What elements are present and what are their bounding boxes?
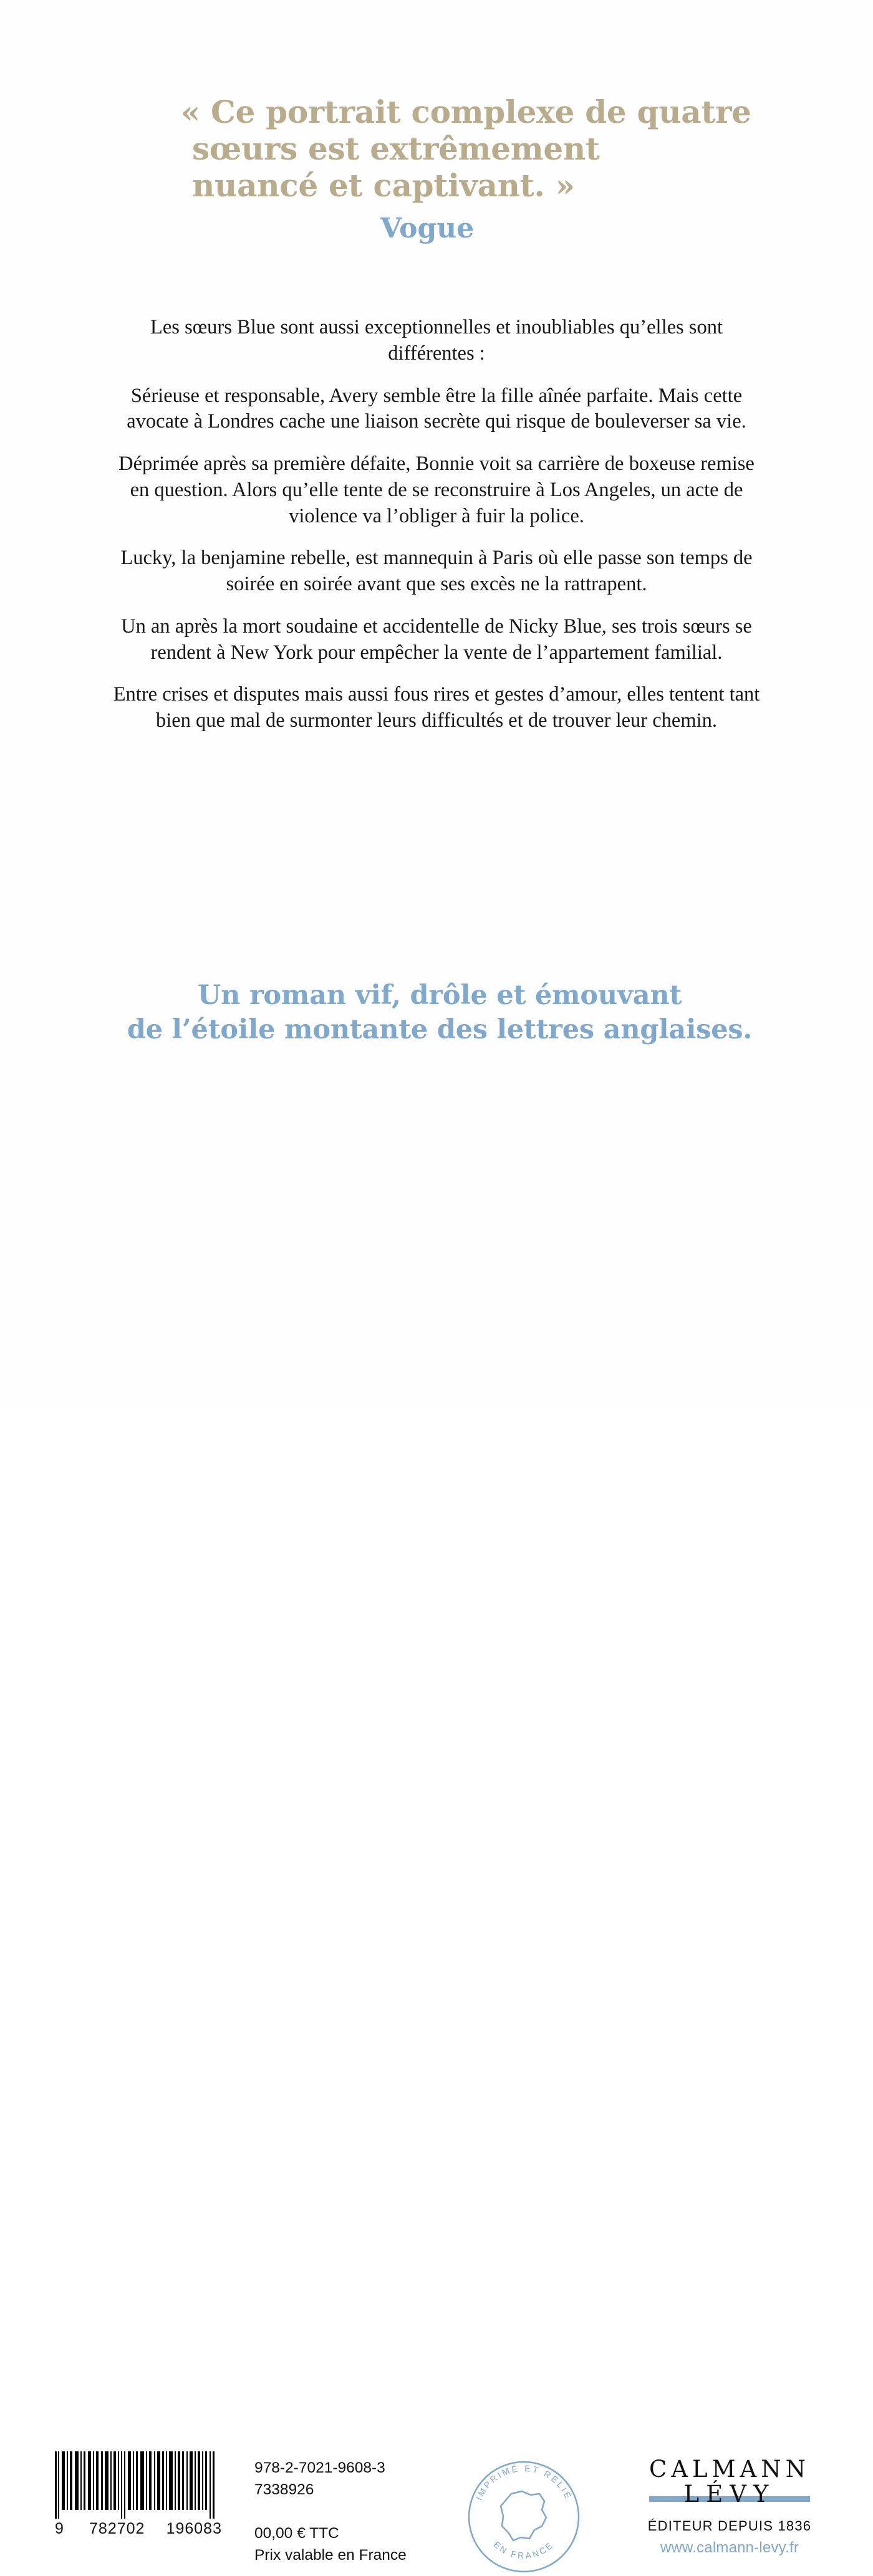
quote-line-2: sœurs est extrêmement — [192, 130, 600, 167]
stamp-top-text: IMPRIMÉ ET RELIÉ — [473, 2463, 574, 2502]
price-note: Prix valable en France — [254, 2546, 407, 2564]
stamp-bottom-text: EN FRANCE — [491, 2539, 556, 2561]
quote-line-1: « Ce portrait complexe de quatre — [181, 93, 751, 130]
publisher-name-line-2 — [633, 2480, 826, 2507]
blurb-paragraph: Sérieuse et responsable, Avery semble être la fille aînée parfaite. Mais cette avocate à Londres cache une liaison secrète qui risque de bouleverser sa vie. — [127, 384, 746, 433]
isbn-number: 978-2-7021-9608-3 — [254, 2459, 385, 2476]
price-block — [254, 2523, 407, 2567]
printed-in-france-stamp — [465, 2458, 583, 2576]
pull-quote — [181, 93, 751, 244]
tagline — [69, 979, 811, 1047]
barcode — [55, 2451, 223, 2538]
barcode-group-1: 782702 — [89, 2520, 145, 2537]
publisher-logo — [633, 2458, 826, 2557]
publisher-name-text: LÉVY — [683, 2480, 776, 2507]
blurb-paragraph: Déprimée après sa première défaite, Bonnie voit sa carrière de boxeuse remise en question. Alors qu’elle tente de se reconstruire à Los Angeles, un acte de violence va l’obliger à fuir la police. — [118, 452, 755, 527]
tagline-line-1: Un roman vif, drôle et émouvant — [197, 980, 682, 1011]
quote-source: Vogue — [380, 213, 475, 244]
barcode-digits — [55, 2520, 222, 2538]
price-value: 00,00 € TTC — [254, 2525, 339, 2542]
blurb-paragraph: Lucky, la benjamine rebelle, est mannequin à Paris où elle passe son temps de soirée en soirée avant que ses excès ne la rattrapent. — [120, 547, 753, 595]
barcode-icon — [55, 2451, 218, 2519]
publisher-name-line-1: CALMANN — [649, 2456, 810, 2483]
quote-line-3: nuancé et captivant. » — [192, 167, 575, 204]
internal-code: 7338926 — [254, 2481, 314, 2498]
tagline-line-2: de l’étoile montante des lettres anglaises. — [127, 1014, 753, 1046]
isbn-block — [254, 2458, 385, 2501]
svg-text:IMPRIMÉ ET RELIÉ — [474, 2463, 574, 2502]
barcode-group-2: 196083 — [166, 2520, 222, 2537]
publisher-since: ÉDITEUR DEPUIS 1836 — [647, 2518, 812, 2534]
cover-footer — [0, 1220, 873, 2564]
blurb-paragraph: Un an après la mort soudaine et accidentelle de Nicky Blue, ses trois sœurs se rendent à New York pour empêcher la vente de l’appartement familial. — [121, 615, 752, 664]
svg-text:EN FRANCE — [492, 2539, 556, 2560]
publisher-url[interactable]: www.calmann-levy.fr — [660, 2539, 799, 2557]
france-stamp-icon — [465, 2458, 583, 2576]
blurb-paragraph: Entre crises et disputes mais aussi fous rires et gestes d’amour, elles tentent tant bien que mal de surmonter leurs difficultés et de trouver leur chemin. — [113, 683, 760, 732]
barcode-left-digit: 9 — [55, 2520, 64, 2537]
blurb-text — [112, 315, 761, 734]
blurb-paragraph: Les sœurs Blue sont aussi exceptionnelles et inoubliables qu’elles sont différentes : — [150, 316, 723, 365]
